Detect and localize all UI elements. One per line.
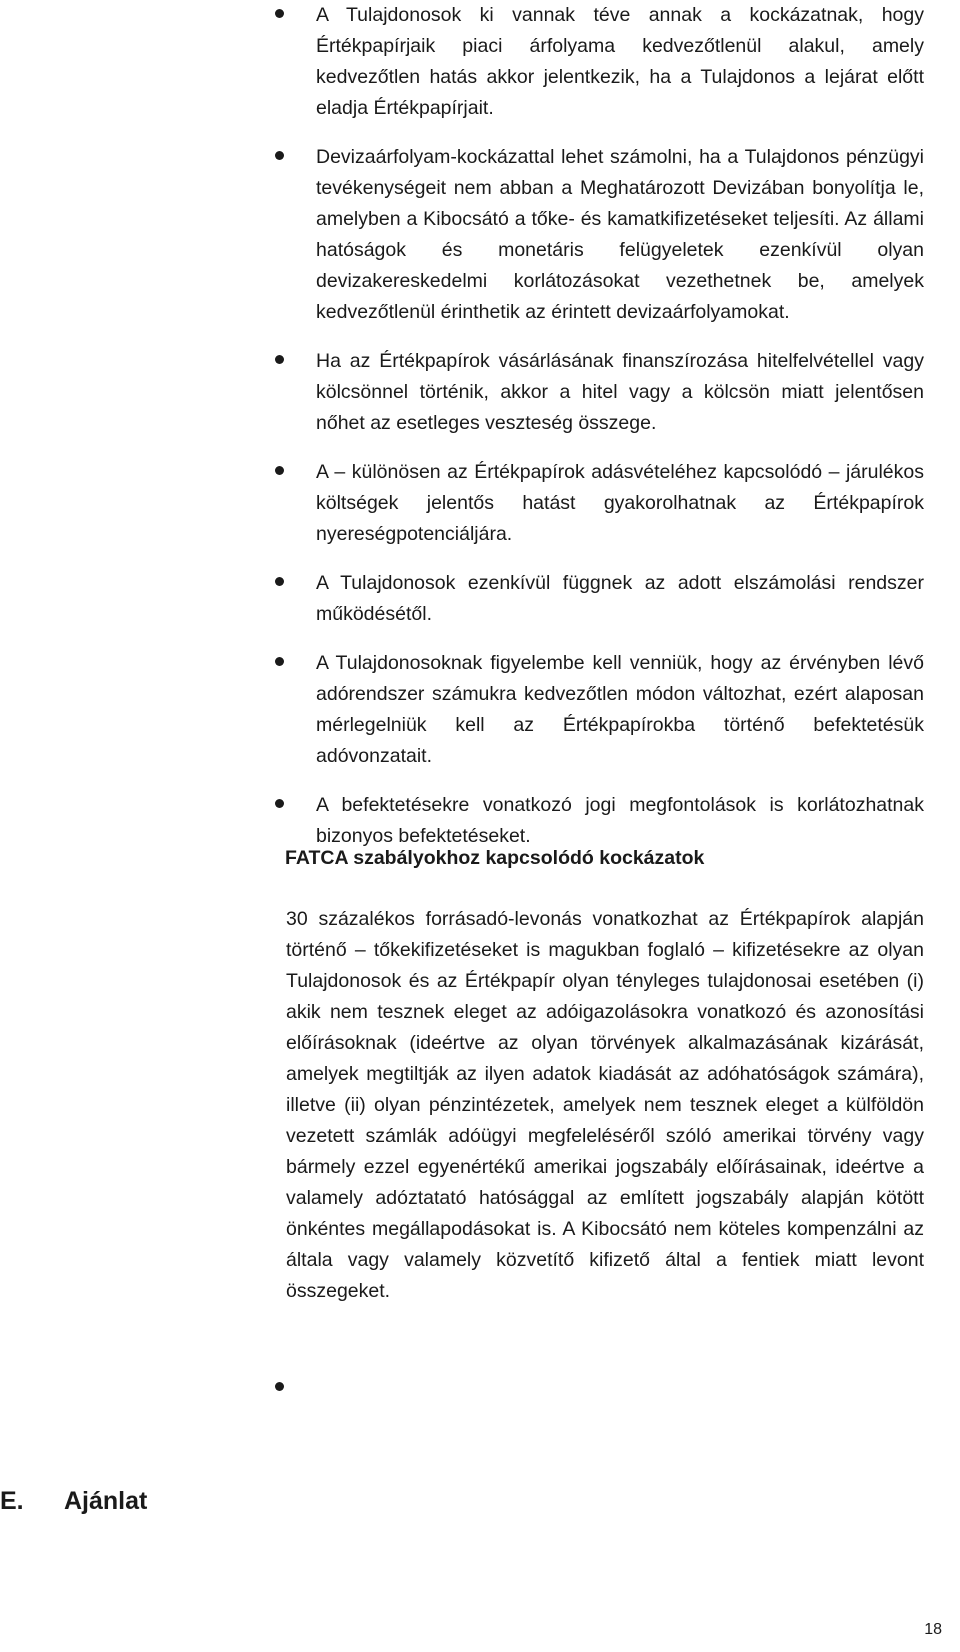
- list-item: [268, 457, 924, 550]
- bullet-icon: [275, 577, 284, 586]
- risk-bullet-list: [268, 0, 924, 870]
- list-item-text: A befektetésekre vonatkozó jogi megfontolások is korlátozhatnak bizonyos befektetéseket.: [316, 794, 924, 847]
- bullet-icon: [275, 9, 284, 18]
- bullet-icon: [275, 466, 284, 475]
- bullet-icon: [275, 1382, 284, 1391]
- bullet-icon: [275, 657, 284, 666]
- chapter-number: E.: [0, 1487, 24, 1515]
- list-item: [268, 142, 924, 328]
- page-number: 18: [924, 1621, 942, 1638]
- list-item-text: A Tulajdonosok ki vannak téve annak a kockázatnak, hogy Értékpapírjaik piaci árfolyama kedvezőtlenül alakul, amely kedvezőtlen hatás akkor jelentkezik, ha a Tulajdonos a lejárat előtt eladja Értékpapírjait.: [316, 4, 924, 119]
- chapter-heading: [0, 1484, 147, 1518]
- chapter-title: Ajánlat: [64, 1487, 148, 1515]
- list-item: [268, 648, 924, 772]
- fatca-section-heading: FATCA szabályokhoz kapcsolódó kockázatok: [285, 847, 705, 869]
- list-item-text: Devizaárfolyam-kockázattal lehet számolni, ha a Tulajdonos pénzügyi tevékenységeit nem abban a Meghatározott Devizában bonyolítja le, amelyben a Kibocsátó a tőke- és kamatkifizetéseket teljesíti. Az állami hatóságok és monetáris felügyeletek ezenkívül olyan devizakereskedelmi korlátozásokat vezethetnek be, amelyek kedvezőtlenül érinthetik az érintett devizaárfolyamokat.: [316, 146, 924, 323]
- list-item: [268, 568, 924, 630]
- bullet-icon: [275, 151, 284, 160]
- list-item-text: A Tulajdonosok ezenkívül függnek az adott elszámolási rendszer működésétől.: [316, 572, 924, 625]
- list-item-text: Ha az Értékpapírok vásárlásának finanszírozása hitelfelvétellel vagy kölcsönnel történik, akkor a hitel vagy a kölcsön miatt jelentősen nőhet az esetleges veszteség összege.: [316, 350, 924, 434]
- list-item: [268, 0, 924, 124]
- list-item-text: A – különösen az Értékpapírok adásvételéhez kapcsolódó – járulékos költségek jelentős hatást gyakorolhatnak az Értékpapírok nyereségpotenciáljára.: [316, 461, 924, 545]
- list-item: [268, 346, 924, 439]
- list-item-text: A Tulajdonosoknak figyelembe kell venniük, hogy az érvényben lévő adórendszer számukra kedvezőtlen módon változhat, ezért alaposan mérlegelniük kell az Értékpapírokba történő befektetésük adóvonzatait.: [316, 652, 924, 767]
- bullet-icon: [275, 355, 284, 364]
- bullet-icon: [275, 799, 284, 808]
- fatca-paragraph: 30 százalékos forrásadó-levonás vonatkozhat az Értékpapírok alapján történő – tőkekifizetéseket is magukban foglaló – kifizetésekre az olyan Tulajdonosok és az Értékpapír olyan tényleges tulajdonosai esetében (i) akik nem tesznek eleget az adóigazolásokra vonatkozó és azonosítási előírásoknak (ideértve az olyan törvények alkalmazásának kizárását, amelyek megtiltják az ilyen adatok kiadását az adóhatóságok számára), illetve (ii) olyan pénzintézetek, amelyek nem tesznek eleget a külföldön vezetett számlák adóügyi megfeleléséről szóló amerikai törvény vagy bármely ezzel egyenértékű amerikai jogszabály előírásainak, ideértve a valamely adóztatató hatósággal az említett jogszabály alapján kötött önkéntes megállapodásokat is. A Kibocsátó nem köteles kompenzálni az általa vagy valamely közvetítő kifizető által a fentiek miatt levont összegeket.: [286, 908, 924, 1302]
